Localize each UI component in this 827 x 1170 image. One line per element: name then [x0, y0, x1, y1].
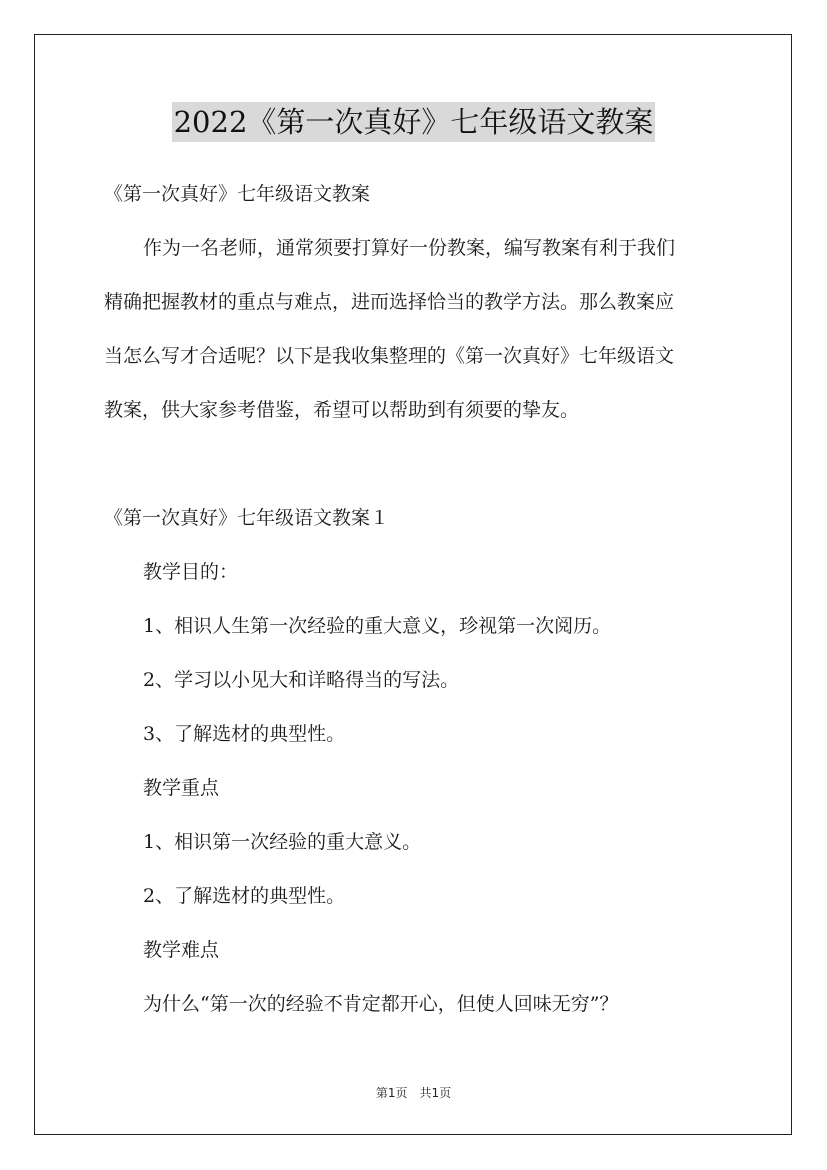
key-point-item-1: 1、相识第一次经验的重大意义。	[143, 831, 422, 853]
objective-item-2: 2、学习以小见大和详略得当的写法。	[143, 669, 460, 691]
difficulty-question: 为什么“第一次的经验不肯定都开心，但使人回味无穷”？	[143, 993, 619, 1015]
page-footer: 第1页 共1页	[375, 1086, 452, 1100]
difficulty-heading: 教学难点	[143, 939, 220, 961]
document-subtitle: 《第一次真好》七年级语文教案	[104, 183, 371, 205]
document-title-wrap	[0, 102, 827, 142]
intro-line-3: 当怎么写才合适呢？以下是我收集整理的《第一次真好》七年级语文	[104, 345, 675, 367]
objective-item-3: 3、了解选材的典型性。	[143, 723, 346, 745]
objectives-heading: 教学目的：	[143, 561, 239, 583]
document-title: 2022《第一次真好》七年级语文教案	[172, 102, 656, 142]
key-points-heading: 教学重点	[143, 777, 220, 799]
objective-item-1: 1、相识人生第一次经验的重大意义，珍视第一次阅历。	[143, 615, 612, 637]
intro-line-1: 作为一名老师，通常须要打算好一份教案，编写教案有利于我们	[143, 237, 676, 259]
intro-line-4: 教案，供大家参考借鉴，希望可以帮助到有须要的挚友。	[104, 399, 580, 421]
key-point-item-2: 2、了解选材的典型性。	[143, 885, 346, 907]
section-title: 《第一次真好》七年级语文教案１	[104, 507, 390, 529]
intro-line-2: 精确把握教材的重点与难点，进而选择恰当的教学方法。那么教案应	[104, 291, 675, 313]
